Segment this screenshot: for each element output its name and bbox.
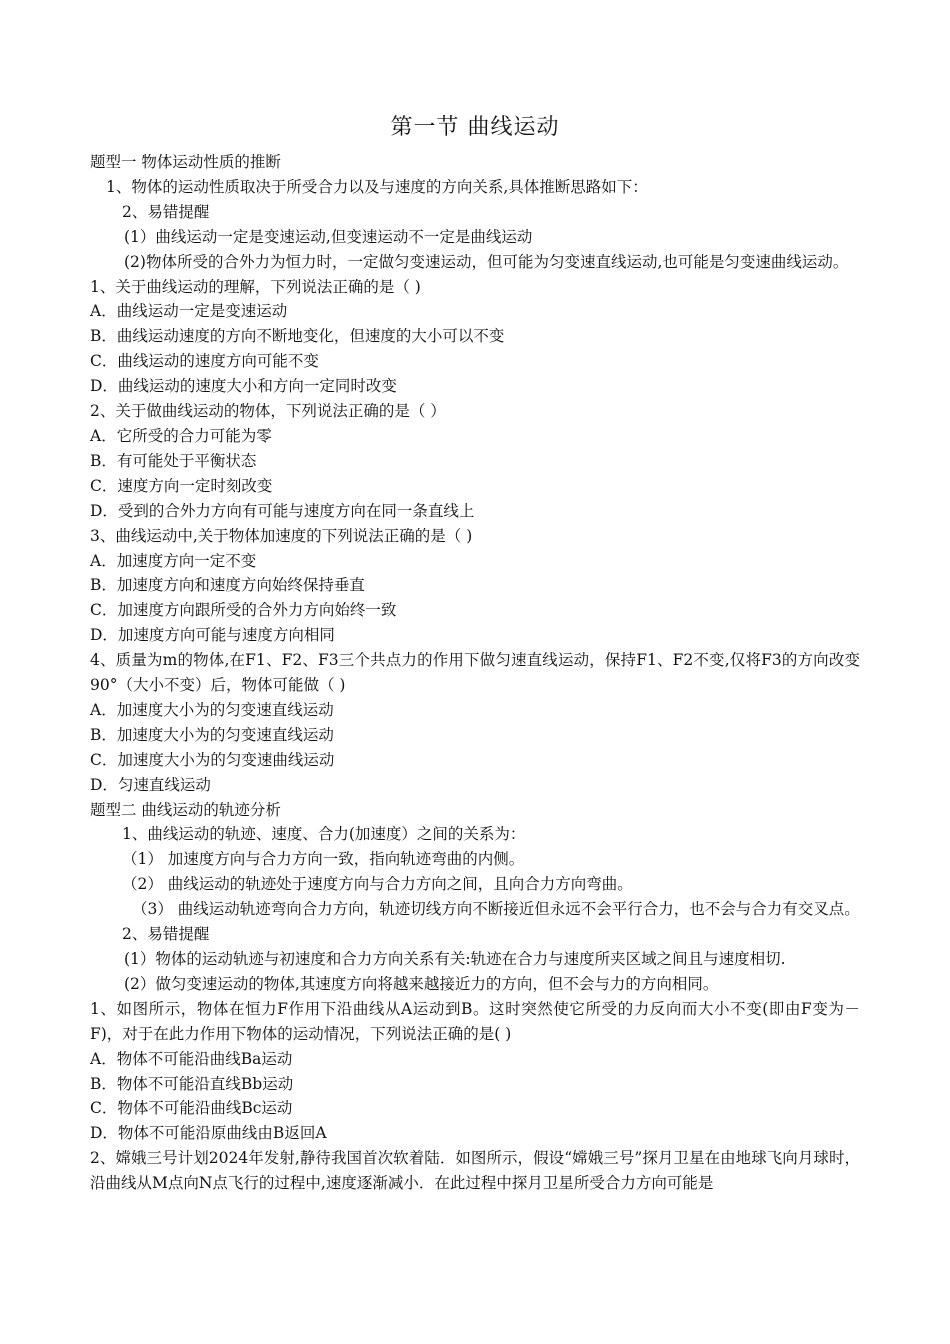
question-option: C．速度方向一定时刻改变 bbox=[90, 476, 273, 495]
question-option: A．加速度方向一定不变 bbox=[90, 551, 257, 570]
paragraph-text: (2)物体所受的合外力为恒力时，一定做匀变速运动，但可能为匀变速直线运动,也可能是匀变速曲线运动。 bbox=[124, 252, 849, 271]
list-item: （3） 曲线运动轨迹弯向合力方向，轨迹切线方向不断接近但永远不会平行合力，也不会与合力有交叉点。 bbox=[132, 900, 860, 919]
question-option: C．加速度大小为的匀变速曲线运动 bbox=[90, 750, 335, 769]
question-option: B．曲线运动速度的方向不断地变化，但速度的大小可以不变 bbox=[90, 327, 505, 346]
text-line: 2、易错提醒 bbox=[122, 202, 210, 221]
document-body bbox=[90, 150, 860, 1196]
text-line: (2）做匀变速运动的物体,其速度方向将越来越接近力的方向，但不会与力的方向相同。 bbox=[124, 974, 719, 993]
question-stem: 2、关于做曲线运动的物体，下列说法正确的是（ ） bbox=[90, 402, 446, 421]
question-stem: 4、质量为m的物体,在F1、F2、F3三个共点力的作用下做匀速直线运动，保持F1、F2不变,仅将F3的方向改变90°（大小不变）后，物体可能做（ ) bbox=[90, 651, 860, 695]
text-line: (1）物体的运动轨迹与初速度和合力方向关系有关:轨迹在合力与速度所夹区域之间且与速度相切. bbox=[124, 950, 786, 968]
text-line: 2、易错提醒 bbox=[122, 925, 210, 944]
text-paragraph bbox=[90, 250, 860, 275]
question-option: A．曲线运动一定是变速运动 bbox=[90, 302, 288, 321]
text-line: (1）曲线运动一定是变速运动,但变速运动不一定是曲线运动 bbox=[124, 227, 533, 246]
question-stem: 1、关于曲线运动的理解，下列说法正确的是（ ) bbox=[90, 277, 421, 296]
question-option: A．加速度大小为的匀变速直线运动 bbox=[90, 700, 334, 719]
list-item: （1） 加速度方向与合力方向一致，指向轨迹弯曲的内侧。 bbox=[122, 850, 525, 869]
question-option: C．加速度方向跟所受的合外力方向始终一致 bbox=[90, 601, 397, 620]
list-item: （2） 曲线运动的轨迹处于速度方向与合力方向之间，且向合力方向弯曲。 bbox=[122, 875, 633, 894]
question-option: B．有可能处于平衡状态 bbox=[90, 451, 257, 470]
question-stem: 3、曲线运动中,关于物体加速度的下列说法正确的是（ ) bbox=[90, 526, 473, 545]
question-option: D．匀速直线运动 bbox=[90, 775, 211, 794]
text-line: 1、物体的运动性质取决于所受合力以及与速度的方向关系,具体推断思路如下： bbox=[106, 177, 648, 196]
question-option: B．物体不可能沿直线Bb运动 bbox=[90, 1074, 294, 1093]
text-line: 1、曲线运动的轨迹、速度、合力(加速度）之间的关系为： bbox=[122, 825, 526, 844]
question-option: D．物体不可能沿原曲线由B返回A bbox=[90, 1124, 327, 1143]
question-stem: 1、如图所示，物体在恒力F作用下沿曲线从A运动到B。这时突然使它所受的力反向而大小不变(即由F变为－F)，对于在此力作用下物体的运动情况，下列说法正确的是( ) bbox=[90, 999, 860, 1043]
question-option: D．受到的合外力方向有可能与速度方向在同一条直线上 bbox=[90, 501, 475, 520]
question-stem: 2、嫦娥三号计划2024年发射,静待我国首次软着陆．如图所示，假设“嫦娥三号”探月卫星在由地球飞向月球时，沿曲线从M点向N点飞行的过程中,速度逐渐减小．在此过程中探月卫星所受合力方向可能是 bbox=[90, 1149, 860, 1193]
question-option: A．物体不可能沿曲线Ba运动 bbox=[90, 1049, 293, 1068]
question-option: A．它所受的合力可能为零 bbox=[90, 426, 272, 445]
section-heading: 题型二 曲线运动的轨迹分析 bbox=[90, 800, 281, 819]
page-title: 第一节 曲线运动 bbox=[390, 115, 560, 140]
question-option: C．曲线运动的速度方向可能不变 bbox=[90, 352, 319, 371]
question-option: D．加速度方向可能与速度方向相同 bbox=[90, 626, 335, 645]
question-option: B．加速度方向和速度方向始终保持垂直 bbox=[90, 576, 365, 595]
question-option: C．物体不可能沿曲线Bc运动 bbox=[90, 1099, 293, 1118]
section-heading: 题型一 物体运动性质的推断 bbox=[90, 153, 281, 171]
question-option: D．曲线运动的速度大小和方向一定同时改变 bbox=[90, 377, 397, 396]
question-option: B．加速度大小为的匀变速直线运动 bbox=[90, 725, 334, 744]
